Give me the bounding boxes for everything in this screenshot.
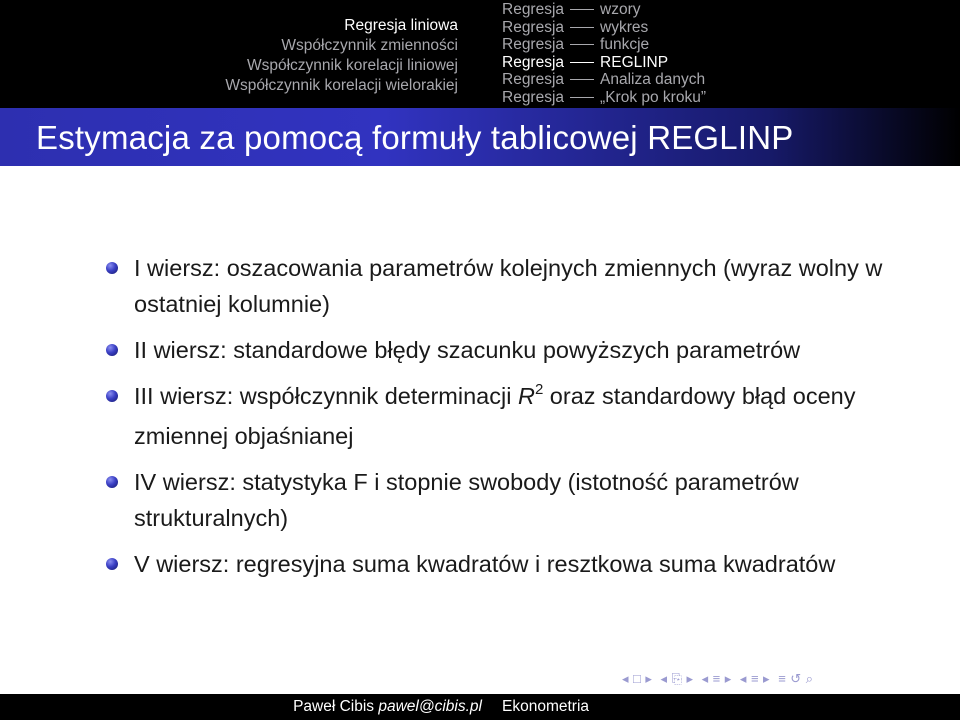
slide-title-bar [0, 108, 960, 166]
nav-section-korelacji-wielorakiej[interactable]: Współczynnik korelacji wielorakiej [225, 77, 458, 94]
nav-subsection-prefix: Regresja [502, 18, 565, 36]
nav-prev-icon[interactable]: ◂ [622, 671, 630, 686]
section-icon[interactable]: ≡ [750, 671, 760, 686]
bullet-icon [106, 344, 118, 356]
list-item-text: I wiersz: oszacowania parametrów kolejnych zmiennych (wyraz wolny w ostatniej kolumnie) [134, 255, 883, 317]
dash [570, 44, 594, 45]
list-item-text-pre: III wiersz: współczynnik determinacji [134, 383, 518, 409]
footer-course: Ekonometria [502, 698, 590, 715]
beamer-navigation-symbols [622, 671, 817, 689]
list-item [106, 332, 926, 368]
nav-next-icon[interactable]: ▸ [724, 671, 732, 686]
nav-subsection-prefix: Regresja [502, 36, 565, 53]
nav-subsection-prefix: Regresja [502, 53, 565, 71]
nav-subsection-funkcje[interactable] [502, 36, 706, 54]
slide-title: Estymacja za pomocą formuły tablicowej REGLINP [36, 119, 794, 156]
nav-subsection-label: wzory [600, 1, 641, 18]
subsection-navigation [502, 1, 706, 106]
frame-icon[interactable]: ⎘ [671, 671, 683, 686]
list-item [106, 464, 926, 536]
nav-subsection-label: „Krok po kroku” [600, 88, 706, 106]
nav-subsection-analiza-danych[interactable] [502, 71, 706, 89]
list-item [106, 546, 926, 582]
author-email: pawel@cibis.pl [378, 698, 482, 715]
bullet-icon [106, 476, 118, 488]
bullet-icon [106, 558, 118, 570]
footer-bar [0, 694, 960, 720]
nav-section-wspolczynnik-zmiennosci[interactable]: Współczynnik zmienności [281, 37, 458, 54]
list-item-text-post: oraz standardowy błąd oceny zmiennej objaśnianej [134, 383, 856, 449]
nav-section-regresja-liniowa[interactable]: Regresja liniowa [344, 17, 458, 34]
r-symbol: R [517, 383, 535, 409]
footer-author [293, 698, 482, 716]
nav-prev-icon[interactable]: ◂ [739, 671, 747, 686]
nav-subsection-prefix: Regresja [502, 1, 565, 18]
list-item [106, 378, 926, 454]
list-item [106, 250, 926, 322]
nav-prev-icon[interactable]: ◂ [660, 671, 668, 686]
nav-next-icon[interactable]: ▸ [763, 671, 771, 686]
nav-subsection-prefix: Regresja [502, 71, 565, 88]
list-item-text: IV wiersz: statystyka F i stopnie swobody (istotność parametrów strukturalnych) [134, 469, 799, 531]
nav-prev-icon[interactable]: ◂ [701, 671, 709, 686]
nav-subsection-reglinp[interactable] [502, 54, 706, 72]
dash [570, 79, 594, 80]
nav-subsection-krok-po-kroku[interactable] [502, 89, 706, 107]
slide-icon[interactable]: □ [633, 671, 642, 686]
document-icon[interactable]: ≡ [778, 671, 787, 686]
nav-section-korelacji-liniowej[interactable]: Współczynnik korelacji liniowej [246, 57, 458, 74]
author-name: Paweł Cibis [293, 698, 375, 715]
dash [570, 9, 594, 10]
nav-subsection-prefix: Regresja [502, 88, 565, 106]
top-navigation-bar [0, 0, 960, 108]
dash [570, 27, 594, 28]
dash [570, 97, 594, 98]
list-item-text: II wiersz: standardowe błędy szacunku powyższych parametrów [134, 337, 801, 363]
nav-next-icon[interactable]: ▸ [645, 671, 653, 686]
nav-subsection-wzory[interactable] [502, 1, 706, 19]
back-icon[interactable]: ↺ [790, 671, 802, 686]
nav-subsection-label: wykres [600, 18, 649, 36]
bullet-list [106, 250, 926, 592]
search-icon[interactable]: ⌕ [805, 671, 814, 686]
nav-next-icon[interactable]: ▸ [686, 671, 694, 686]
list-item-text: V wiersz: regresyjna suma kwadratów i resztkowa suma kwadratów [134, 551, 836, 577]
section-navigation [0, 16, 478, 96]
superscript: 2 [534, 381, 544, 398]
nav-subsection-label: funkcje [600, 36, 650, 53]
subsection-icon[interactable]: ≡ [712, 671, 721, 686]
bullet-icon [106, 262, 118, 274]
dash [570, 62, 594, 63]
nav-subsection-label: Analiza danych [600, 71, 706, 88]
bullet-icon [106, 390, 118, 402]
nav-subsection-label: REGLINP [600, 53, 669, 71]
nav-subsection-wykres[interactable] [502, 19, 706, 37]
